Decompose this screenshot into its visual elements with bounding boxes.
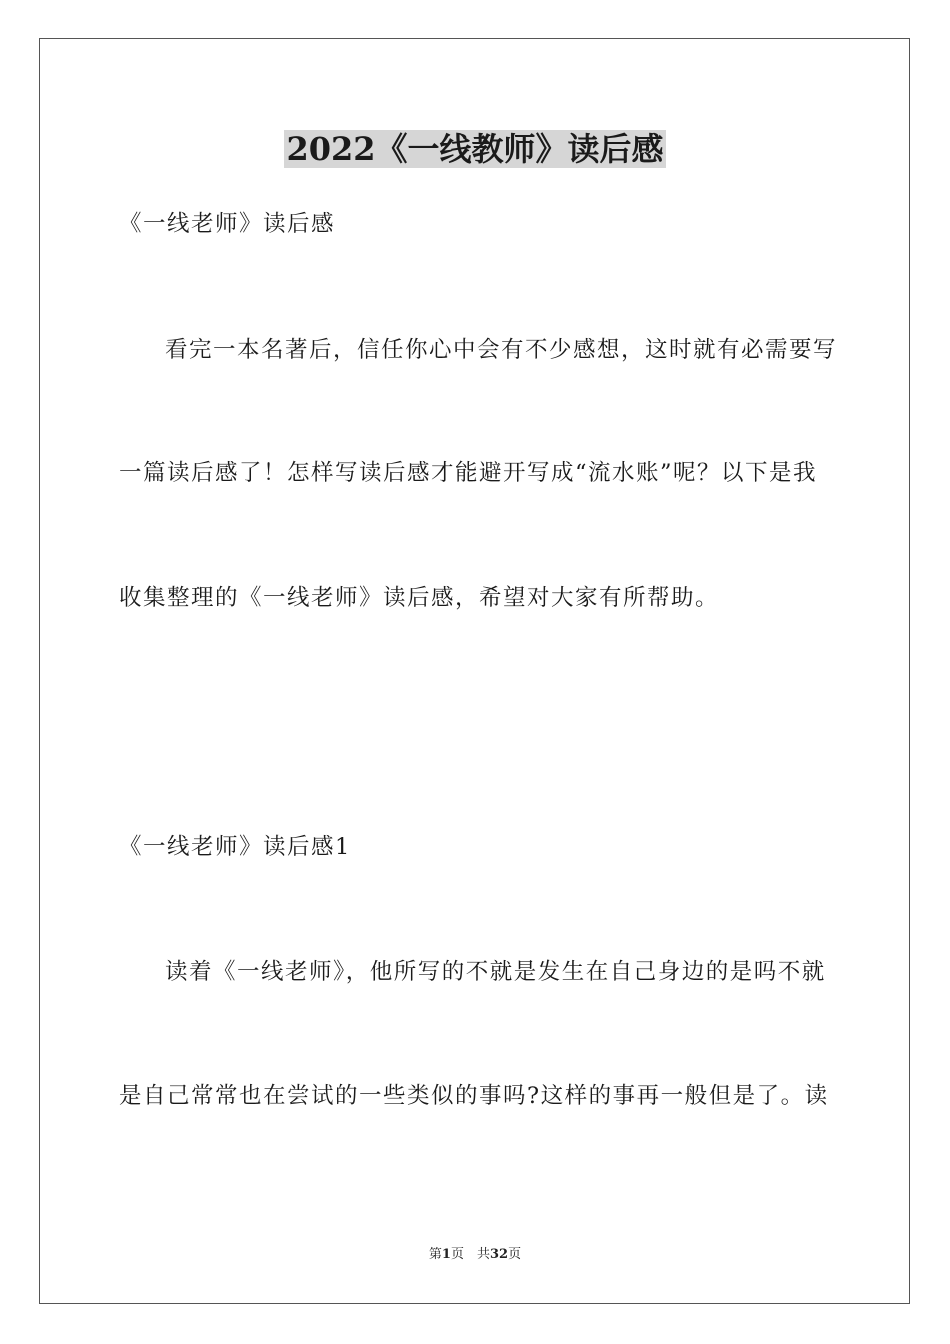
footer-page-total: 32	[489, 1247, 509, 1262]
footer-page-suffix: 页	[508, 1247, 522, 1262]
paragraph-line: 是自己常常也在尝试的一些类似的事吗?这样的事再一般但是了。读	[119, 1083, 829, 1109]
footer-page-mid: 页 共	[450, 1247, 490, 1262]
footer-page-prefix: 第	[428, 1247, 442, 1262]
paragraph-line: 一篇读后感了！怎样写读后感才能避开写成“流水账”呢？以下是我	[119, 460, 818, 486]
paragraph-line: 收集整理的《一线老师》读后感，希望对大家有所帮助。	[119, 585, 720, 611]
document-title	[0, 127, 950, 171]
document-title-text: 2022《一线教师》读后感	[286, 130, 664, 168]
paragraph-line: 看完一本名著后，信任你心中会有不少感想，这时就有必需要写	[165, 337, 838, 363]
paragraph-line: 读着《一线老师》，他所写的不就是发生在自己身边的是吗不就	[165, 959, 826, 985]
page-footer	[0, 1245, 950, 1265]
section-heading: 《一线老师》读后感1	[119, 834, 351, 860]
footer-page-current: 1	[441, 1247, 451, 1262]
section-heading: 《一线老师》读后感	[119, 211, 336, 237]
